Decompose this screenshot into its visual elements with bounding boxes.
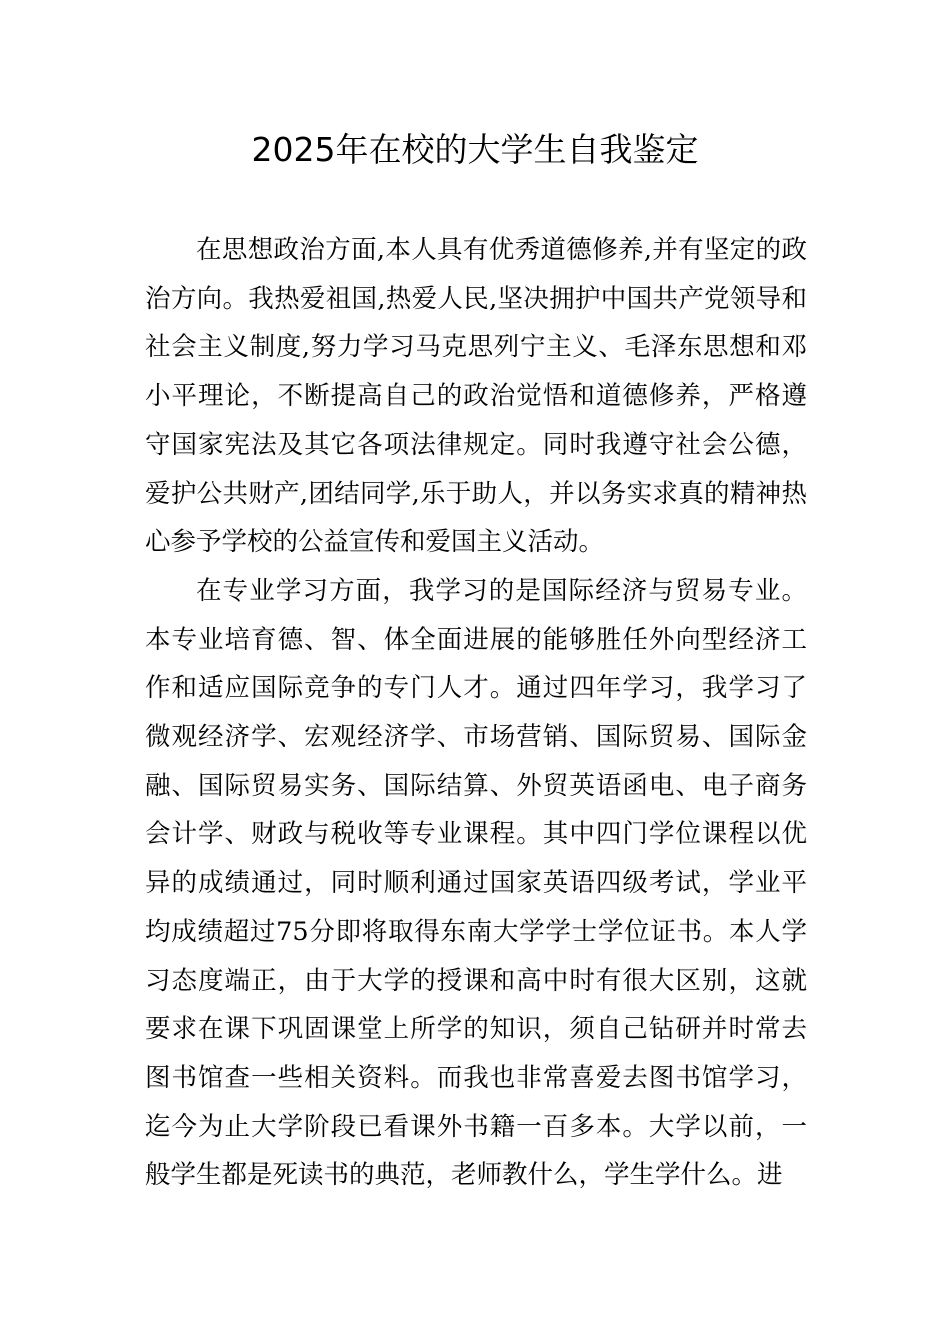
paragraph-academic: 在专业学习方面，我学习的是国际经济与贸易专业。本专业培育德、智、体全面进展的能够胜任外向型经济工作和适应国际竞争的专门人才。通过四年学习，我学习了微观经济学、宏观经济学、市场营销、国际贸易、国际金融、国际贸易实务、国际结算、外贸英语函电、电子商务会计学、财政与税收等专业课程。其中四门学位课程以优异的成绩通过，同时顺利通过国家英语四级考试，学业平均成绩超过75分即将取得东南大学学士学位证书。本人学习态度端正，由于大学的授课和高中时有很大区别，这就要求在课下巩固课堂上所学的知识，须自己钻研并时常去图书馆查一些相关资料。而我也非常喜爱去图书馆学习，迄今为止大学阶段已看课外书籍一百多本。大学以前，一般学生都是死读书的典范，老师教什么，学生学什么。进: [145, 575, 807, 1191]
paragraph-political: 在思想政治方面,本人具有优秀道德修养,并有坚定的政治方向。我热爱祖国,热爱人民,坚决拥护中国共产党领导和社会主义制度,努力学习马克思列宁主义、毛泽东思想和邓小平理论，不断提高自己的政治觉悟和道德修养，严格遵守国家宪法及其它各项法律规定。同时我遵守社会公德，爱护公共财产,团结同学,乐于助人，并以务实求真的精神热心参予学校的公益宣传和爱国主义活动。: [145, 235, 807, 558]
document-title: 2025年在校的大学生自我鉴定: [251, 130, 699, 169]
document-body: [145, 226, 807, 1200]
